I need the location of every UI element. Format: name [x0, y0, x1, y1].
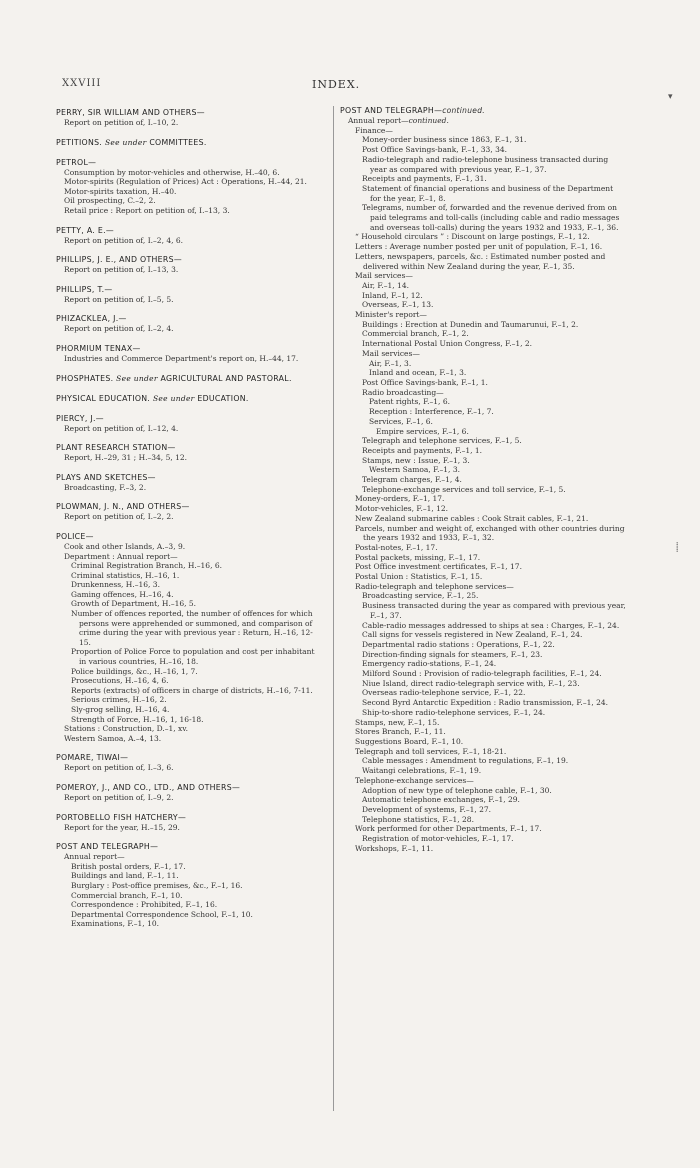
- entry-line: Telephone statistics, F.–1, 28.: [362, 814, 474, 824]
- entry-line: Commercial branch, F.–1, 10.: [71, 890, 183, 900]
- index-entry: [56, 374, 324, 384]
- entry-heading-text: PHILLIPS, T.—: [56, 284, 113, 294]
- entry-heading-text: POMARE, TIWAI—: [56, 753, 129, 763]
- margin-mark-top: ▾: [668, 92, 673, 102]
- entry-line: Telephone-exchange services—: [355, 775, 474, 785]
- entry-heading-text: PHIZACKLEA, J.—: [56, 314, 127, 324]
- entry-line: Radio broadcasting—: [362, 387, 444, 397]
- entry-heading: [56, 443, 324, 453]
- entry-line: Overseas, F.–1, 13.: [362, 300, 434, 310]
- entry-line: British postal orders, F.–1, 17.: [71, 861, 186, 871]
- entry-line: Finance—: [355, 125, 393, 135]
- see-under-target: AGRICULTURAL AND PASTORAL.: [160, 373, 292, 383]
- entry-line: Consumption by motor-vehicles and otherwise, H.–40, 6.: [64, 167, 280, 177]
- entry-line: Cable messages : Amendment to regulations, F.–1, 19.: [362, 756, 569, 766]
- index-entry: [56, 414, 324, 434]
- entry-line: Report on petition of, I.–9, 2.: [64, 792, 174, 802]
- entry-line: Criminal Registration Branch, H.–16, 6.: [71, 561, 223, 571]
- entry-line: Postal Union : Statistics, F.–1, 15.: [355, 572, 483, 582]
- entry-line: Workshops, F.–1, 11.: [355, 843, 434, 853]
- index-entry: [56, 344, 324, 364]
- entry-line: Stations : Construction, D.–1, xv.: [64, 724, 188, 734]
- entry-line: Parcels, number and weight of, exchanged with other countries during the years 1932 and 1933, F.–1, 32.: [355, 523, 625, 543]
- entry-line: Gaming offences, H.–16, 4.: [71, 589, 174, 599]
- entry-line: Business transacted during the year as compared with previous year, F.–1, 37.: [362, 601, 626, 620]
- entry-line: Strength of Force, H.–16, 1, 16-18.: [71, 714, 204, 724]
- entry-line: Stores Branch, F.–1, 11.: [355, 727, 446, 737]
- column-divider: [333, 106, 334, 1111]
- entry-line: Burglary : Post-office premises, &c., F.–1, 16.: [71, 880, 243, 890]
- entry-line: Commercial branch, F.–1, 2.: [362, 329, 469, 339]
- entry-line: Annual report—: [64, 852, 125, 862]
- entry-line: Criminal statistics, H.–16, 1.: [71, 570, 180, 580]
- index-entry: [56, 532, 324, 743]
- entry-line: Growth of Department, H.–16, 5.: [71, 599, 197, 609]
- entry-line: Inland, F.–1, 12.: [362, 290, 423, 300]
- entry-line: Cook and other Islands, A.–3, 9.: [64, 541, 186, 551]
- entry-line: Post Office Savings-bank, F.–1, 1.: [362, 377, 488, 387]
- entry-heading: [56, 502, 324, 512]
- entry-line: Receipts and payments, F.–1, 1.: [362, 445, 483, 455]
- entry-line: Report on petition of, I.–5, 5.: [64, 294, 174, 304]
- entry-line: Broadcasting service, F.–1, 25.: [362, 591, 479, 601]
- entry-heading-text: PORTOBELLO FISH HATCHERY—: [56, 812, 187, 822]
- entry-line: Statement of financial operations and business of the Department for the year, F.–1, 8.: [362, 183, 614, 203]
- entry-line: Reception : Interference, F.–1, 7.: [369, 407, 494, 417]
- entry-line: Departmental radio stations : Operations, F.–1, 22.: [362, 639, 555, 649]
- index-right-column: [340, 106, 626, 853]
- see-under-label: See under: [104, 137, 147, 147]
- see-under-target: EDUCATION.: [197, 393, 249, 403]
- entry-heading-text: PETITIONS.: [56, 137, 103, 147]
- index-entry: [56, 158, 324, 216]
- entry-line: Telephone-exchange services and toll service, F.–1, 5.: [362, 484, 566, 494]
- entry-line: Police buildings, &c., H.–16, 1, 7.: [71, 666, 198, 676]
- entry-line: Stamps, new, F.–1, 15.: [355, 717, 440, 727]
- entry-heading-text: PIERCY, J.—: [56, 413, 104, 423]
- entry-heading-text: PHORMIUM TENAX—: [56, 343, 141, 353]
- entry-line: Motor-spirits (Regulation of Prices) Act : Operations, H.–44, 21.: [64, 177, 307, 187]
- entry-line: Prosecutions, H.–16, 4, 6.: [71, 676, 169, 686]
- entry-line: Mail services—: [355, 271, 413, 281]
- entry-line: Money-orders, F.–1, 17.: [355, 494, 445, 504]
- entry-heading-text: POST AND TELEGRAPH—: [56, 842, 159, 852]
- entry-line: Call signs for vessels registered in New Zealand, F.–1, 24.: [362, 630, 583, 640]
- entry-line: Cable-radio messages addressed to ships at sea : Charges, F.–1, 24.: [362, 620, 620, 630]
- entry-line: Automatic telephone exchanges, F.–1, 29.: [362, 795, 520, 805]
- entry-heading: [56, 255, 324, 265]
- entry-line: Report on petition of, I.–2, 4, 6.: [64, 235, 184, 245]
- entry-line: Telegraph and toll services, F.–1, 18-21.: [355, 746, 507, 756]
- entry-line: Waitangi celebrations, F.–1, 19.: [362, 766, 482, 776]
- entry-line: Telegraph and telephone services, F.–1, 5.: [362, 436, 522, 446]
- see-under-target: COMMITTEES.: [149, 137, 207, 147]
- entry-line: Oil prospecting, C.–2, 2.: [64, 196, 156, 206]
- entry-heading: [56, 285, 324, 295]
- entry-line: Mail services—: [362, 348, 420, 358]
- entry-heading: [56, 226, 324, 236]
- page-title: INDEX.: [312, 78, 361, 91]
- entry-heading: [56, 314, 324, 324]
- margin-mark-middle: ⸽: [676, 543, 679, 553]
- index-entry: [56, 108, 324, 128]
- index-entry: [56, 842, 324, 929]
- entry-line: Examinations, F.–1, 10.: [71, 919, 160, 929]
- see-under-label: See under: [152, 393, 195, 403]
- entry-heading-text: PERRY, SIR WILLIAM AND OTHERS—: [56, 108, 205, 117]
- entry-heading: [56, 344, 324, 354]
- entry-heading-text: PHILLIPS, J. E., AND OTHERS—: [56, 255, 182, 265]
- entry-heading-text: PETROL—: [56, 157, 97, 167]
- entry-line: Reports (extracts) of officers in charge of districts, H.–16, 7-11.: [71, 685, 313, 695]
- index-entry: [56, 226, 324, 246]
- index-entry: [56, 502, 324, 522]
- entry-line: Receipts and payments, F.–1, 31.: [362, 174, 487, 184]
- index-entry: [56, 394, 324, 404]
- entry-line: Post Office Savings-bank, F.–1, 33, 34.: [362, 145, 508, 155]
- index-entry: [56, 314, 324, 334]
- entry-line: Patent rights, F.–1, 6.: [369, 397, 450, 407]
- entry-line: Western Samoa, F.–1, 3.: [369, 465, 460, 475]
- entry-line: Stamps, new : Issue, F.–1, 3.: [362, 455, 470, 465]
- index-entry: [56, 443, 324, 463]
- entry-heading: [56, 842, 324, 852]
- entry-heading: [56, 473, 324, 483]
- entry-line: Services, F.–1, 6.: [369, 416, 433, 426]
- see-under-label: See under: [116, 373, 158, 383]
- entry-heading: [56, 108, 324, 118]
- entry-line: Radio-telegraph and radio-telephone business transacted during year as compared with previous year, F.–1, 37.: [362, 154, 609, 174]
- entry-line: [340, 116, 626, 126]
- entry-line: Air, F.–1, 3.: [369, 358, 412, 368]
- entry-heading-text: POST AND TELEGRAPH—: [340, 106, 443, 115]
- entry-line: Work performed for other Departments, F.–1, 17.: [355, 824, 542, 834]
- subheading-text: Annual report—: [348, 116, 409, 125]
- index-entry: [56, 753, 324, 773]
- index-entry: [56, 783, 324, 803]
- entry-line: Ship-to-shore radio-telephone services, F.–1, 24.: [362, 707, 546, 717]
- entry-heading: [340, 106, 626, 116]
- entry-line: Radio-telegraph and telephone services—: [355, 581, 514, 591]
- index-entry: [56, 813, 324, 833]
- entry-line: Inland and ocean, F.–1, 3.: [369, 368, 467, 378]
- entry-line: Report on petition of, I.–3, 6.: [64, 763, 174, 773]
- entry-line: Postal packets, missing, F.–1, 17.: [355, 552, 481, 562]
- entry-line: Retail price : Report on petition of, I.–13, 3.: [64, 205, 230, 215]
- entry-line: Empire services, F.–1, 6.: [376, 426, 469, 436]
- entry-line: Report on petition of, I.–12, 4.: [64, 423, 179, 433]
- entry-line: Minister's report—: [355, 310, 427, 320]
- entry-line: Departmental Correspondence School, F.–1, 10.: [71, 909, 253, 919]
- entry-line: Motor-vehicles, F.–1, 12.: [355, 504, 449, 514]
- entry-line: Drunkenness, H.–16, 3.: [71, 580, 160, 590]
- entry-line: Emergency radio-stations, F.–1, 24.: [362, 659, 497, 669]
- entry-heading-text: POMEROY, J., AND CO., LTD., AND OTHERS—: [56, 782, 241, 792]
- continued-label: continued.: [442, 106, 485, 115]
- entry-line: Direction-finding signals for steamers, F.–1, 23.: [362, 649, 543, 659]
- entry-line: Correspondence : Prohibited, F.–1, 16.: [71, 900, 218, 910]
- entry-heading-text: PLOWMAN, J. N., AND OTHERS—: [56, 502, 190, 512]
- entry-line: Milford Sound : Provision of radio-telegraph facilities, F.–1, 24.: [362, 669, 602, 679]
- entry-line: Broadcasting, F.–3, 2.: [64, 482, 147, 492]
- entry-line: Telegram charges, F.–1, 4.: [362, 475, 462, 485]
- entry-line: Department : Annual report—: [64, 551, 178, 561]
- entry-line: Adoption of new type of telephone cable, F.–1, 30.: [362, 785, 552, 795]
- entry-line: Money-order business since 1863, F.–1, 31.: [362, 135, 527, 145]
- entry-line: Development of systems, F.–1, 27.: [362, 804, 492, 814]
- entry-line: Postal-notes, F.–1, 17.: [355, 542, 438, 552]
- entry-line: Report on petition of, I.–10, 2.: [64, 118, 179, 127]
- entry-line: Overseas radio-telephone service, F.–1, 22.: [362, 688, 526, 698]
- entry-line: “ Household circulars ” : Discount on large postings, F.–1, 12.: [355, 232, 590, 242]
- entry-heading-text: PLAYS AND SKETCHES—: [56, 472, 156, 482]
- entry-heading: [56, 753, 324, 763]
- entry-line: Industries and Commerce Department's report on, H.–44, 17.: [64, 353, 299, 363]
- entry-line: Sly-grog selling, H.–16, 4.: [71, 705, 170, 714]
- entry-heading: [56, 138, 324, 148]
- entry-heading: [56, 394, 324, 404]
- entry-line: Post Office investment certificates, F.–1, 17.: [355, 562, 522, 572]
- entry-line: International Postal Union Congress, F.–1, 2.: [362, 339, 533, 349]
- entry-heading: [56, 783, 324, 793]
- entry-line: Motor-spirits taxation, H.–40.: [64, 186, 177, 196]
- entry-heading-text: POLICE—: [56, 531, 94, 541]
- entry-line: Second Byrd Antarctic Expedition : Radio transmission, F.–1, 24.: [362, 698, 609, 708]
- entry-line: Serious crimes, H.–16, 2.: [71, 695, 167, 705]
- entry-line: Suggestions Board, F.–1, 10.: [355, 737, 464, 746]
- entry-heading: [56, 813, 324, 823]
- entry-line: Report on petition of, I.–13, 3.: [64, 265, 179, 275]
- entry-heading-text: PHOSPHATES.: [56, 373, 114, 383]
- entry-line: Letters, newspapers, parcels, &c. : Estimated number posted and delivered within New Zealand during the year, F.–1, 35.: [355, 251, 606, 271]
- entry-line: Report, H.–29, 31 ; H.–34, 5, 12.: [64, 453, 188, 463]
- entry-line: Report on petition of, I.–2, 2.: [64, 512, 174, 522]
- entry-line: Report on petition of, I.–2, 4.: [64, 324, 174, 334]
- index-entry: [56, 285, 324, 305]
- entry-line: New Zealand submarine cables : Cook Strait cables, F.–1, 21.: [355, 513, 589, 523]
- entry-line: Report for the year, H.–15, 29.: [64, 822, 180, 832]
- entry-heading: [56, 414, 324, 424]
- entry-heading-text: PLANT RESEARCH STATION—: [56, 443, 176, 453]
- entry-line: Telegrams, number of, forwarded and the revenue derived from on paid telegrams and toll-calls (including cable and radio messages and overseas toll-calls) during the years 1932 and 1933, F.–1, 36.: [362, 203, 620, 232]
- page-number: XXVIII: [62, 78, 102, 89]
- entry-line: Western Samoa, A.–4, 13.: [64, 733, 162, 743]
- entry-heading: [56, 374, 324, 384]
- entry-line: Number of offences reported, the number of offences for which persons were apprehended or summoned, and comparison of crime during the year with previous year : Return, H.–16, 12-15.: [71, 609, 313, 647]
- entry-line: Niue Island, direct radio-telegraph service with, F.–1, 23.: [362, 678, 580, 688]
- entry-line: Buildings : Erection at Dunedin and Taumarunui, F.–1, 2.: [362, 319, 579, 329]
- entry-line: Registration of motor-vehicles, F.–1, 17.: [362, 834, 514, 844]
- entry-heading-text: PETTY, A. E.—: [56, 225, 114, 235]
- entry-line: Letters : Average number posted per unit of population, F.–1, 16.: [355, 242, 603, 252]
- entry-line: Buildings and land, F.–1, 11.: [71, 871, 179, 881]
- entry-heading-text: PHYSICAL EDUCATION.: [56, 393, 151, 403]
- index-entry: [56, 473, 324, 493]
- entry-heading: [56, 532, 324, 542]
- index-left-column: [56, 108, 324, 939]
- index-entry: [56, 255, 324, 275]
- continued-label: continued.: [408, 116, 449, 125]
- index-entry: [56, 138, 324, 148]
- entry-line: Air, F.–1, 14.: [362, 280, 409, 290]
- entry-line: Proportion of Police Force to population and cost per inhabitant in various countries, H.–16, 18.: [71, 647, 315, 667]
- entry-heading: [56, 158, 324, 168]
